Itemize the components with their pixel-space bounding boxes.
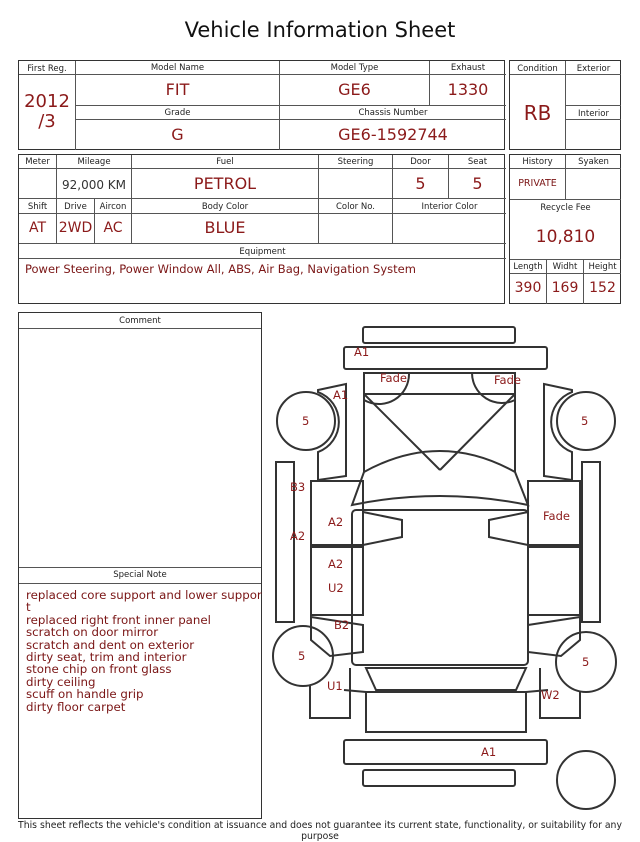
comment-box bbox=[18, 312, 262, 819]
special-note-line: scuff on handle grip bbox=[26, 687, 144, 702]
mark-rear-door-a2: A2 bbox=[328, 557, 344, 571]
color-no-cell bbox=[319, 199, 393, 244]
rear-door-right bbox=[528, 547, 580, 615]
special-note-line: dirty seat, trim and interior bbox=[26, 650, 187, 665]
special-note-label: Special Note bbox=[113, 570, 167, 580]
height-cell bbox=[584, 260, 621, 304]
history-value: PRIVATE bbox=[518, 178, 557, 189]
front-door-left bbox=[311, 481, 363, 545]
interior-color-label: Interior Color bbox=[421, 202, 478, 212]
interior-cell bbox=[566, 106, 621, 150]
special-note-line: stone chip on front glass bbox=[26, 662, 172, 677]
length-cell bbox=[510, 260, 547, 304]
wheel-front-left bbox=[277, 392, 335, 450]
body-color-cell bbox=[132, 199, 319, 244]
fuel-cell bbox=[132, 155, 319, 199]
trunk-lid bbox=[366, 692, 526, 732]
front-bumper bbox=[344, 347, 547, 369]
equipment-value: Power Steering, Power Window All, ABS, Air Bag, Navigation System bbox=[25, 262, 416, 276]
mark-rear-bumper: A1 bbox=[481, 745, 497, 759]
mark-left-b3: B3 bbox=[290, 480, 306, 494]
door-cell bbox=[393, 155, 449, 199]
mark-rear-door-u2: U2 bbox=[328, 581, 344, 595]
drive-cell bbox=[57, 199, 95, 244]
model-type-value: GE6 bbox=[338, 80, 371, 99]
steering-label: Steering bbox=[337, 157, 374, 167]
mirror-right bbox=[489, 512, 528, 545]
hood-outline bbox=[364, 373, 515, 394]
seat-cell bbox=[449, 155, 506, 199]
interior-label: Interior bbox=[577, 109, 609, 119]
special-note-line: t bbox=[26, 600, 31, 615]
shift-value: AT bbox=[28, 220, 47, 236]
mark-wheel-rear-left: 5 bbox=[298, 649, 306, 663]
special-note-list bbox=[26, 589, 262, 713]
mark-front-fender-left: A1 bbox=[333, 388, 349, 402]
windshield bbox=[352, 451, 528, 505]
mark-wheel-rear-right: 5 bbox=[582, 655, 590, 669]
aircon-cell bbox=[95, 199, 132, 244]
rear-door-left bbox=[311, 547, 363, 615]
interior-color-cell bbox=[393, 199, 506, 244]
recycle-label: Recycle Fee bbox=[540, 203, 591, 213]
meter-label: Meter bbox=[25, 157, 50, 167]
chassis-cell bbox=[280, 106, 506, 150]
rear-fender-left bbox=[310, 668, 350, 718]
mark-left-u1: U1 bbox=[327, 679, 343, 693]
grade-label: Grade bbox=[164, 108, 191, 118]
exhaust-value: 1330 bbox=[447, 80, 489, 99]
chassis-value: GE6-1592744 bbox=[338, 125, 448, 144]
mileage-label: Mileage bbox=[77, 157, 111, 167]
wheel-front-right bbox=[557, 392, 615, 450]
exhaust-cell bbox=[430, 61, 506, 106]
history-cell bbox=[510, 155, 566, 200]
mark-left-a2: A2 bbox=[290, 529, 306, 543]
special-note-line: replaced right front inner panel bbox=[26, 612, 211, 627]
door-value: 5 bbox=[415, 174, 426, 193]
rear-glass bbox=[366, 668, 526, 690]
recycle-cell bbox=[510, 200, 621, 260]
fuel-value: PETROL bbox=[193, 174, 257, 193]
grade-cell bbox=[76, 106, 280, 150]
width-label: Widht bbox=[552, 262, 578, 272]
length-value: 390 bbox=[514, 280, 542, 296]
height-label: Height bbox=[588, 262, 617, 272]
shift-label: Shift bbox=[27, 202, 48, 212]
model-name-label: Model Name bbox=[150, 63, 205, 73]
car-damage-diagram bbox=[268, 318, 626, 818]
seat-value: 5 bbox=[472, 174, 483, 193]
drive-value: 2WD bbox=[58, 220, 93, 236]
special-note-line: scratch and dent on exterior bbox=[26, 637, 195, 652]
wheel-rear-right bbox=[556, 632, 616, 692]
mark-right-fade: Fade bbox=[543, 509, 570, 523]
mark-wheel-front-left: 5 bbox=[302, 414, 310, 428]
mark-front-bumper: A1 bbox=[354, 345, 370, 359]
drive-label: Drive bbox=[64, 202, 87, 212]
steering-cell bbox=[319, 155, 393, 199]
exterior-label: Exterior bbox=[576, 64, 611, 74]
condition-label: Condition bbox=[517, 64, 558, 74]
special-note-line: dirty floor carpet bbox=[26, 699, 126, 714]
color-no-label: Color No. bbox=[335, 202, 375, 212]
grade-value: G bbox=[171, 125, 184, 144]
exterior-cell bbox=[566, 61, 621, 106]
shift-cell bbox=[19, 199, 57, 244]
mileage-value: 92,000 KM bbox=[61, 178, 127, 192]
roof bbox=[352, 510, 528, 665]
door-label: Door bbox=[410, 157, 431, 167]
side-right bbox=[582, 462, 600, 622]
model-name-cell bbox=[76, 61, 280, 106]
model-type-cell bbox=[280, 61, 430, 106]
model-type-label: Model Type bbox=[330, 63, 379, 73]
page-title: Vehicle Information Sheet bbox=[184, 18, 456, 42]
rear-bumper bbox=[344, 740, 547, 764]
first-reg-month: /3 bbox=[38, 111, 56, 132]
height-value: 152 bbox=[589, 280, 616, 296]
mark-front-door-left: A2 bbox=[328, 515, 344, 529]
aircon-label: Aircon bbox=[99, 202, 127, 212]
first-reg-label: First Reg. bbox=[27, 64, 67, 74]
mark-right-w2: W2 bbox=[541, 688, 560, 702]
condition-grade: RB bbox=[523, 101, 552, 125]
syaken-cell bbox=[566, 155, 621, 200]
wheel-rear-left bbox=[273, 626, 333, 686]
exhaust-label: Exhaust bbox=[450, 63, 486, 73]
history-label: History bbox=[522, 157, 553, 167]
width-cell bbox=[547, 260, 584, 304]
headlight-right bbox=[472, 373, 515, 403]
length-label: Length bbox=[513, 262, 543, 272]
rear-quarter-right bbox=[528, 617, 580, 656]
meter-cell bbox=[19, 155, 57, 199]
side-left-b3 bbox=[276, 462, 294, 622]
equipment-cell bbox=[19, 244, 506, 304]
body-color-label: Body Color bbox=[201, 202, 249, 212]
recycle-value: 10,810 bbox=[535, 227, 596, 247]
special-note-line: replaced core support and lower suppor bbox=[26, 588, 262, 602]
history-table bbox=[509, 154, 621, 304]
body-color-value: BLUE bbox=[204, 218, 246, 237]
first-reg-year: 2012 bbox=[24, 91, 70, 112]
fuel-label: Fuel bbox=[216, 157, 234, 167]
mark-wheel-front-right: 5 bbox=[581, 414, 589, 428]
chassis-label: Chassis Number bbox=[358, 108, 428, 118]
seat-label: Seat bbox=[467, 157, 488, 167]
equipment-label: Equipment bbox=[239, 247, 286, 257]
condition-table bbox=[509, 60, 621, 150]
front-door-right bbox=[528, 481, 580, 545]
mileage-cell bbox=[57, 155, 132, 199]
rear-quarter-left bbox=[311, 617, 363, 656]
mark-fade-left: Fade bbox=[380, 371, 407, 385]
front-bumper-top bbox=[363, 327, 515, 343]
mirror-left bbox=[363, 512, 402, 545]
mark-left-b2: B2 bbox=[334, 618, 350, 632]
width-value: 169 bbox=[551, 280, 579, 296]
aircon-value: AC bbox=[103, 220, 123, 236]
rear-bumper-bottom bbox=[363, 770, 515, 786]
special-note-line: scratch on door mirror bbox=[26, 625, 159, 640]
specs-table bbox=[18, 154, 505, 304]
special-note-line: dirty ceiling bbox=[26, 674, 96, 689]
comment-label: Comment bbox=[119, 316, 161, 326]
mark-fade-right: Fade bbox=[494, 373, 521, 387]
model-name-value: FIT bbox=[165, 80, 190, 99]
disclaimer-footer: This sheet reflects the vehicle's condition at issuance and does not guarantee its current state, functionality, or suitability for any purpose bbox=[18, 820, 622, 842]
spare-wheel bbox=[557, 751, 615, 809]
syaken-label: Syaken bbox=[578, 157, 609, 167]
basic-info-table bbox=[18, 60, 505, 150]
